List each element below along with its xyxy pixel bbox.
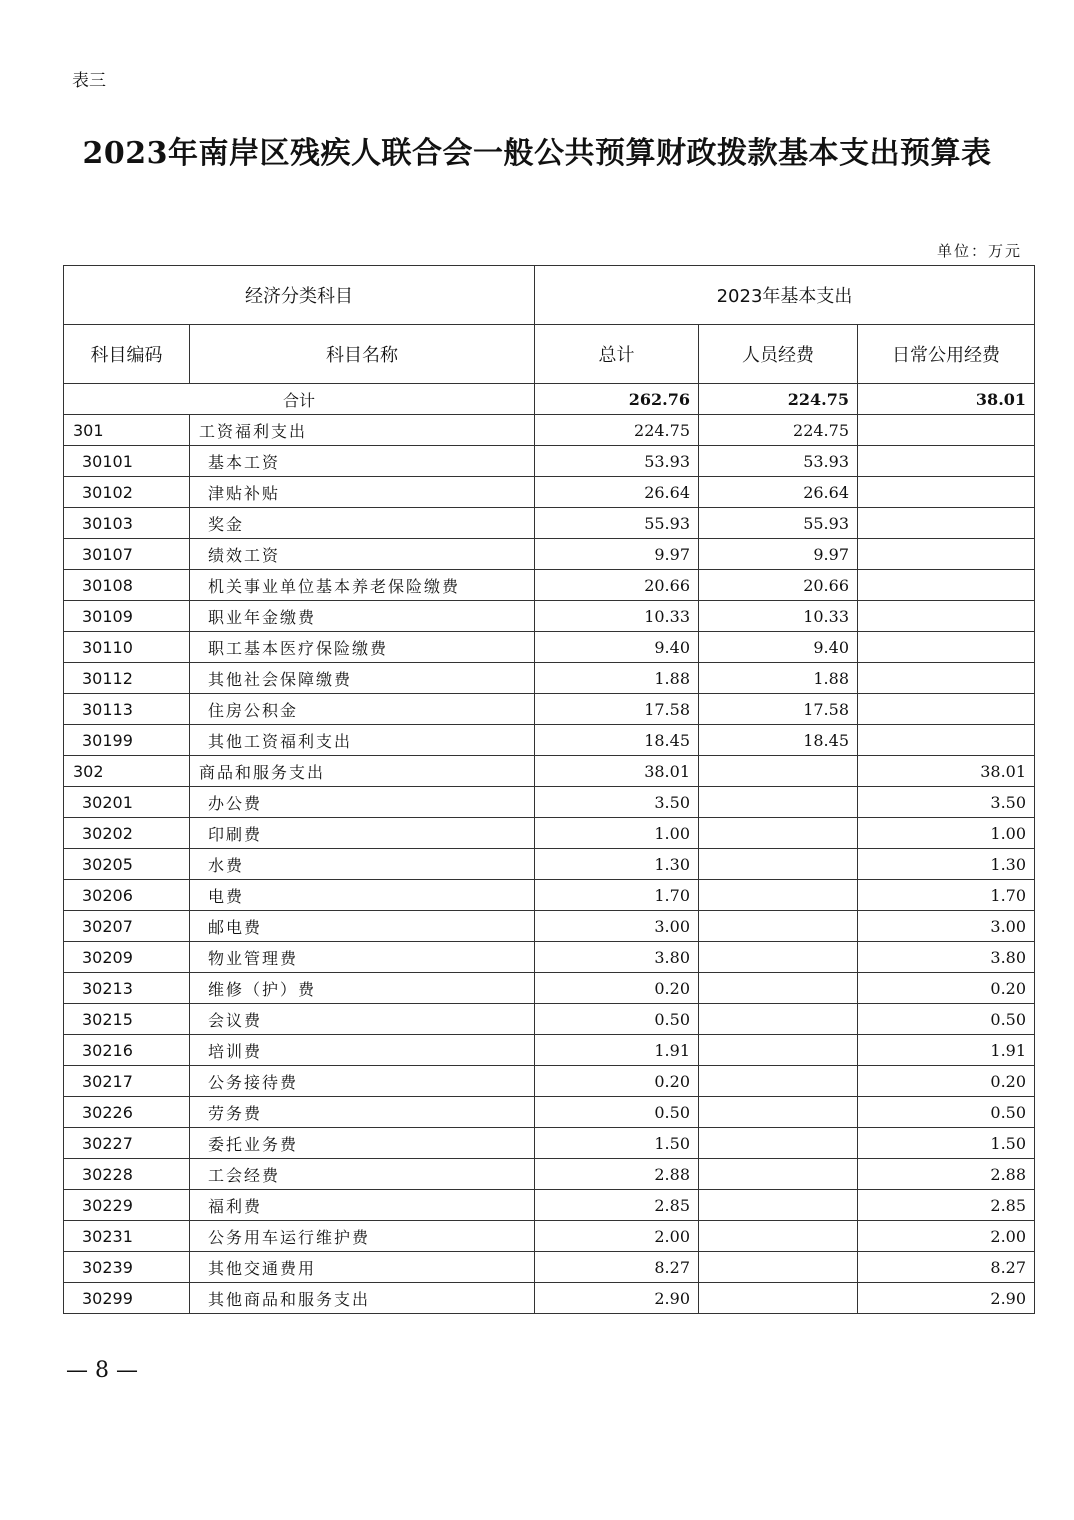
row-code: 30227 xyxy=(64,1128,190,1159)
row-public: 2.90 xyxy=(858,1283,1035,1314)
row-name: 公务接待费 xyxy=(190,1066,535,1097)
table-row xyxy=(64,756,1035,787)
row-total: 2.88 xyxy=(535,1159,699,1190)
table-row xyxy=(64,1283,1035,1314)
row-code: 30201 xyxy=(64,787,190,818)
row-personnel: 17.58 xyxy=(699,694,858,725)
row-code: 30110 xyxy=(64,632,190,663)
row-total: 3.50 xyxy=(535,787,699,818)
table-row xyxy=(64,508,1035,539)
row-name: 其他社会保障缴费 xyxy=(190,663,535,694)
row-total: 0.50 xyxy=(535,1004,699,1035)
row-name: 工资福利支出 xyxy=(190,415,535,446)
row-public: 3.50 xyxy=(858,787,1035,818)
row-total: 3.00 xyxy=(535,911,699,942)
row-name: 商品和服务支出 xyxy=(190,756,535,787)
row-name: 水费 xyxy=(190,849,535,880)
row-name: 电费 xyxy=(190,880,535,911)
table-row xyxy=(64,1159,1035,1190)
total-personnel: 224.75 xyxy=(699,384,858,415)
row-personnel: 53.93 xyxy=(699,446,858,477)
row-personnel: 55.93 xyxy=(699,508,858,539)
row-public: 2.00 xyxy=(858,1221,1035,1252)
row-total: 3.80 xyxy=(535,942,699,973)
row-public xyxy=(858,632,1035,663)
row-personnel: 9.97 xyxy=(699,539,858,570)
row-public: 1.70 xyxy=(858,880,1035,911)
total-row xyxy=(64,384,1035,415)
row-personnel xyxy=(699,911,858,942)
row-personnel xyxy=(699,1190,858,1221)
total-public: 38.01 xyxy=(858,384,1035,415)
row-public: 0.50 xyxy=(858,1004,1035,1035)
row-total: 1.50 xyxy=(535,1128,699,1159)
row-name: 劳务费 xyxy=(190,1097,535,1128)
table-row xyxy=(64,849,1035,880)
table-row xyxy=(64,477,1035,508)
row-code: 30239 xyxy=(64,1252,190,1283)
row-personnel xyxy=(699,756,858,787)
table-row xyxy=(64,1097,1035,1128)
row-code: 30202 xyxy=(64,818,190,849)
row-personnel xyxy=(699,1221,858,1252)
row-name: 办公费 xyxy=(190,787,535,818)
row-total: 2.90 xyxy=(535,1283,699,1314)
table-row xyxy=(64,787,1035,818)
table-row xyxy=(64,911,1035,942)
row-name: 公务用车运行维护费 xyxy=(190,1221,535,1252)
row-name: 其他工资福利支出 xyxy=(190,725,535,756)
row-name: 印刷费 xyxy=(190,818,535,849)
table-row xyxy=(64,446,1035,477)
table-row xyxy=(64,1128,1035,1159)
row-name: 维修（护）费 xyxy=(190,973,535,1004)
row-total: 2.85 xyxy=(535,1190,699,1221)
row-code: 30207 xyxy=(64,911,190,942)
table-row xyxy=(64,818,1035,849)
row-code: 30109 xyxy=(64,601,190,632)
row-personnel: 224.75 xyxy=(699,415,858,446)
row-code: 301 xyxy=(64,415,190,446)
row-code: 30108 xyxy=(64,570,190,601)
row-personnel: 10.33 xyxy=(699,601,858,632)
table-row xyxy=(64,1221,1035,1252)
row-name: 委托业务费 xyxy=(190,1128,535,1159)
row-public: 2.85 xyxy=(858,1190,1035,1221)
column-header-public: 日常公用经费 xyxy=(858,325,1035,384)
row-public xyxy=(858,725,1035,756)
row-public: 0.50 xyxy=(858,1097,1035,1128)
row-code: 30206 xyxy=(64,880,190,911)
row-total: 1.70 xyxy=(535,880,699,911)
row-name: 其他交通费用 xyxy=(190,1252,535,1283)
row-personnel xyxy=(699,880,858,911)
row-public: 1.30 xyxy=(858,849,1035,880)
row-total: 26.64 xyxy=(535,477,699,508)
row-code: 30101 xyxy=(64,446,190,477)
row-public xyxy=(858,570,1035,601)
row-total: 38.01 xyxy=(535,756,699,787)
row-public xyxy=(858,601,1035,632)
table-number-label: 表三 xyxy=(72,71,106,91)
row-code: 30112 xyxy=(64,663,190,694)
row-total: 10.33 xyxy=(535,601,699,632)
row-personnel xyxy=(699,1252,858,1283)
row-personnel xyxy=(699,973,858,1004)
row-total: 8.27 xyxy=(535,1252,699,1283)
row-personnel xyxy=(699,818,858,849)
row-public: 38.01 xyxy=(858,756,1035,787)
row-personnel xyxy=(699,849,858,880)
table-row xyxy=(64,663,1035,694)
total-label: 合计 xyxy=(64,384,535,415)
table-row xyxy=(64,1004,1035,1035)
row-name: 职工基本医疗保险缴费 xyxy=(190,632,535,663)
row-code: 30217 xyxy=(64,1066,190,1097)
row-total: 2.00 xyxy=(535,1221,699,1252)
row-total: 0.20 xyxy=(535,973,699,1004)
row-personnel xyxy=(699,1159,858,1190)
header-group-row xyxy=(64,266,1035,325)
row-personnel: 18.45 xyxy=(699,725,858,756)
row-name: 津贴补贴 xyxy=(190,477,535,508)
row-code: 30113 xyxy=(64,694,190,725)
row-total: 1.30 xyxy=(535,849,699,880)
table-row xyxy=(64,601,1035,632)
row-public: 1.91 xyxy=(858,1035,1035,1066)
row-total: 0.50 xyxy=(535,1097,699,1128)
row-personnel: 9.40 xyxy=(699,632,858,663)
row-code: 302 xyxy=(64,756,190,787)
row-code: 30228 xyxy=(64,1159,190,1190)
row-personnel xyxy=(699,1035,858,1066)
row-code: 30229 xyxy=(64,1190,190,1221)
row-name: 职业年金缴费 xyxy=(190,601,535,632)
row-name: 会议费 xyxy=(190,1004,535,1035)
row-total: 9.40 xyxy=(535,632,699,663)
row-code: 30226 xyxy=(64,1097,190,1128)
table-row xyxy=(64,694,1035,725)
row-name: 培训费 xyxy=(190,1035,535,1066)
table-body xyxy=(64,415,1035,1314)
row-name: 住房公积金 xyxy=(190,694,535,725)
row-personnel xyxy=(699,1097,858,1128)
column-header-personnel: 人员经费 xyxy=(699,325,858,384)
row-total: 1.00 xyxy=(535,818,699,849)
row-public xyxy=(858,663,1035,694)
table-row xyxy=(64,570,1035,601)
row-total: 0.20 xyxy=(535,1066,699,1097)
row-total: 9.97 xyxy=(535,539,699,570)
row-total: 18.45 xyxy=(535,725,699,756)
row-name: 福利费 xyxy=(190,1190,535,1221)
row-name: 机关事业单位基本养老保险缴费 xyxy=(190,570,535,601)
row-personnel: 20.66 xyxy=(699,570,858,601)
row-code: 30107 xyxy=(64,539,190,570)
table-row xyxy=(64,1035,1035,1066)
row-public: 3.80 xyxy=(858,942,1035,973)
page-title: 2023年南岸区残疾人联合会一般公共预算财政拨款基本支出预算表 xyxy=(82,136,992,171)
row-total: 224.75 xyxy=(535,415,699,446)
row-public xyxy=(858,415,1035,446)
table-row xyxy=(64,1066,1035,1097)
row-total: 1.91 xyxy=(535,1035,699,1066)
column-header-total: 总计 xyxy=(535,325,699,384)
row-total: 1.88 xyxy=(535,663,699,694)
row-code: 30209 xyxy=(64,942,190,973)
row-public xyxy=(858,694,1035,725)
table-row xyxy=(64,1252,1035,1283)
row-name: 绩效工资 xyxy=(190,539,535,570)
row-code: 30215 xyxy=(64,1004,190,1035)
page-number: — 8 — xyxy=(66,1358,138,1383)
row-public: 2.88 xyxy=(858,1159,1035,1190)
row-personnel xyxy=(699,1128,858,1159)
table-row xyxy=(64,880,1035,911)
header-column-row xyxy=(64,325,1035,384)
row-personnel xyxy=(699,1066,858,1097)
row-personnel: 1.88 xyxy=(699,663,858,694)
row-public xyxy=(858,508,1035,539)
table-row xyxy=(64,725,1035,756)
row-name: 基本工资 xyxy=(190,446,535,477)
row-public xyxy=(858,446,1035,477)
row-personnel xyxy=(699,787,858,818)
header-basic-expenditure: 2023年基本支出 xyxy=(535,266,1035,325)
row-public: 1.50 xyxy=(858,1128,1035,1159)
row-name: 奖金 xyxy=(190,508,535,539)
row-personnel xyxy=(699,1283,858,1314)
row-public: 0.20 xyxy=(858,1066,1035,1097)
row-public: 0.20 xyxy=(858,973,1035,1004)
row-code: 30103 xyxy=(64,508,190,539)
row-public: 3.00 xyxy=(858,911,1035,942)
column-header-code: 科目编码 xyxy=(64,325,190,384)
row-public: 8.27 xyxy=(858,1252,1035,1283)
table-row xyxy=(64,539,1035,570)
row-public: 1.00 xyxy=(858,818,1035,849)
row-code: 30102 xyxy=(64,477,190,508)
column-header-name: 科目名称 xyxy=(190,325,535,384)
row-name: 工会经费 xyxy=(190,1159,535,1190)
row-name: 物业管理费 xyxy=(190,942,535,973)
unit-label: 单位：万元 xyxy=(936,242,1022,260)
table-row xyxy=(64,942,1035,973)
row-code: 30205 xyxy=(64,849,190,880)
row-total: 53.93 xyxy=(535,446,699,477)
row-name: 其他商品和服务支出 xyxy=(190,1283,535,1314)
row-total: 55.93 xyxy=(535,508,699,539)
row-code: 30213 xyxy=(64,973,190,1004)
table-row xyxy=(64,632,1035,663)
row-public xyxy=(858,539,1035,570)
row-total: 20.66 xyxy=(535,570,699,601)
row-code: 30199 xyxy=(64,725,190,756)
row-code: 30299 xyxy=(64,1283,190,1314)
budget-table xyxy=(63,265,1035,1314)
table-row xyxy=(64,973,1035,1004)
row-personnel: 26.64 xyxy=(699,477,858,508)
total-sum: 262.76 xyxy=(535,384,699,415)
table-row xyxy=(64,415,1035,446)
row-personnel xyxy=(699,1004,858,1035)
row-name: 邮电费 xyxy=(190,911,535,942)
header-economic-category: 经济分类科目 xyxy=(64,266,535,325)
row-code: 30216 xyxy=(64,1035,190,1066)
row-public xyxy=(858,477,1035,508)
table-row xyxy=(64,1190,1035,1221)
row-code: 30231 xyxy=(64,1221,190,1252)
row-personnel xyxy=(699,942,858,973)
row-total: 17.58 xyxy=(535,694,699,725)
